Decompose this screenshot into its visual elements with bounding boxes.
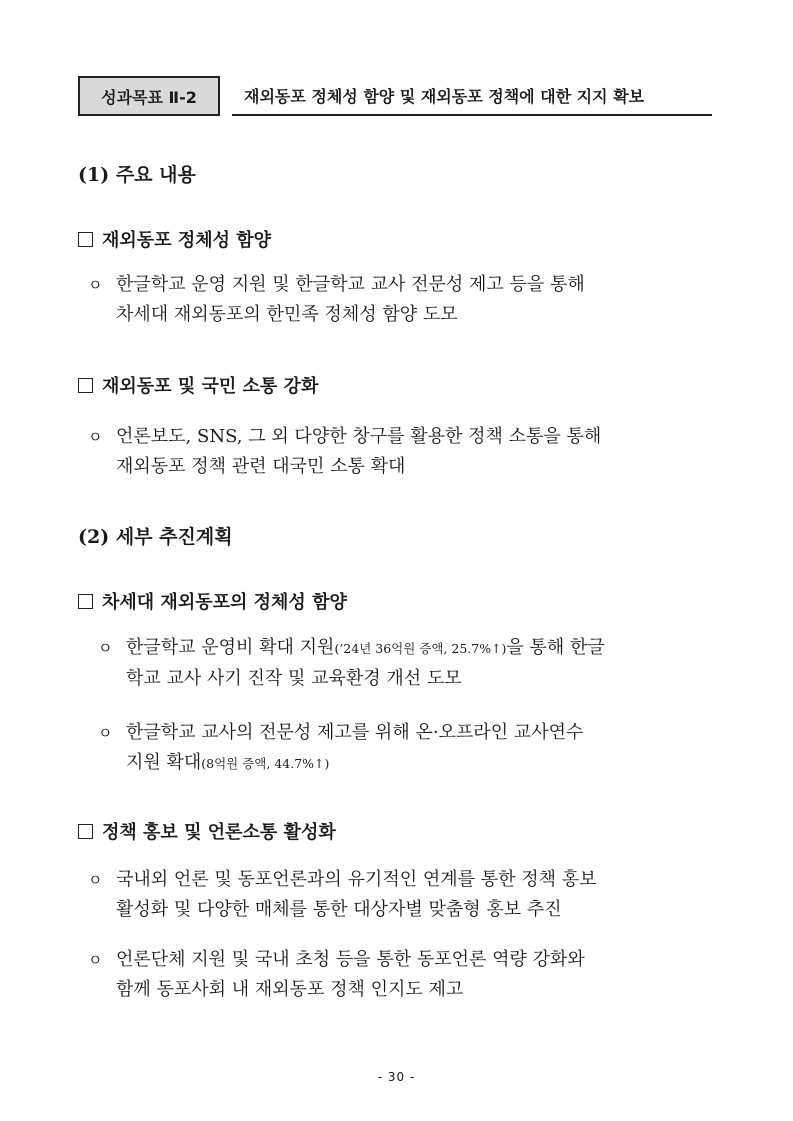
bullet-item	[88, 865, 728, 925]
bullet-mark-icon: ㅇ	[98, 639, 113, 657]
bullet-mark-icon: ㅇ	[88, 951, 103, 969]
bullet-line: 학교 교사 사기 진작 및 교육환경 개선 도모	[126, 668, 462, 689]
checkbox-square-icon	[78, 378, 93, 393]
bullet-line: 한글학교 운영 지원 및 한글학교 교사 전문성 제고 등을 통해	[116, 274, 585, 295]
subsection-heading	[78, 226, 271, 252]
section-title-2: (2) 세부 추진계획	[78, 526, 233, 548]
subsection-heading-text: 재외동포 정체성 함양	[102, 230, 272, 251]
bullet-line: 언론보도, SNS, 그 외 다양한 창구를 활용한 정책 소통을 통해	[116, 426, 602, 447]
bullet-item	[98, 633, 718, 694]
bullet-text: 지원 확대	[126, 752, 202, 773]
page-number: - 30 -	[377, 1070, 416, 1084]
bullet-item	[88, 270, 728, 330]
bullet-item	[98, 718, 718, 779]
bullet-item	[88, 422, 728, 482]
subsection-heading	[78, 372, 318, 398]
subsection-heading	[78, 588, 347, 614]
checkbox-square-icon	[78, 824, 93, 839]
bullet-mark-icon: ㅇ	[88, 276, 103, 294]
bullet-note: (8억원 증액, 44.7%↑)	[201, 756, 330, 771]
bullet-item	[88, 945, 728, 1005]
bullet-text: 을 통해 한글	[506, 637, 605, 658]
checkbox-square-icon	[78, 594, 93, 609]
bullet-note: (’24년 36억원 증액, 25.7%↑)	[334, 641, 507, 656]
subsection-heading-text: 차세대 재외동포의 정체성 함양	[102, 592, 347, 613]
goal-title: 재외동포 정체성 함양 및 재외동포 정책에 대한 지지 확보	[232, 76, 712, 116]
subsection-heading	[78, 818, 336, 844]
bullet-line: 차세대 재외동포의 한민족 정체성 함양 도모	[116, 304, 458, 325]
section-title-1: (1) 주요 내용	[78, 164, 196, 186]
bullet-mark-icon: ㅇ	[88, 871, 103, 889]
goal-label: 성과목표 Ⅱ-2	[78, 76, 220, 116]
bullet-text: 한글학교 운영비 확대 지원	[126, 637, 335, 658]
bullet-mark-icon: ㅇ	[88, 428, 103, 446]
bullet-line: 언론단체 지원 및 국내 초청 등을 통한 동포언론 역량 강화와	[116, 949, 585, 970]
subsection-heading-text: 정책 홍보 및 언론소통 활성화	[102, 822, 336, 843]
bullet-mark-icon: ㅇ	[98, 724, 113, 742]
bullet-line: 활성화 및 다양한 매체를 통한 대상자별 맞춤형 홍보 추진	[116, 899, 562, 920]
bullet-line: 국내외 언론 및 동포언론과의 유기적인 연계를 통한 정책 홍보	[116, 869, 597, 890]
bullet-line: 함께 동포사회 내 재외동포 정책 인지도 제고	[116, 979, 464, 1000]
bullet-line: 재외동포 정책 관련 대국민 소통 확대	[116, 456, 406, 477]
bullet-line: 한글학교 교사의 전문성 제고를 위해 온·오프라인 교사연수	[126, 722, 584, 743]
checkbox-square-icon	[78, 232, 93, 247]
subsection-heading-text: 재외동포 및 국민 소통 강화	[102, 376, 319, 397]
